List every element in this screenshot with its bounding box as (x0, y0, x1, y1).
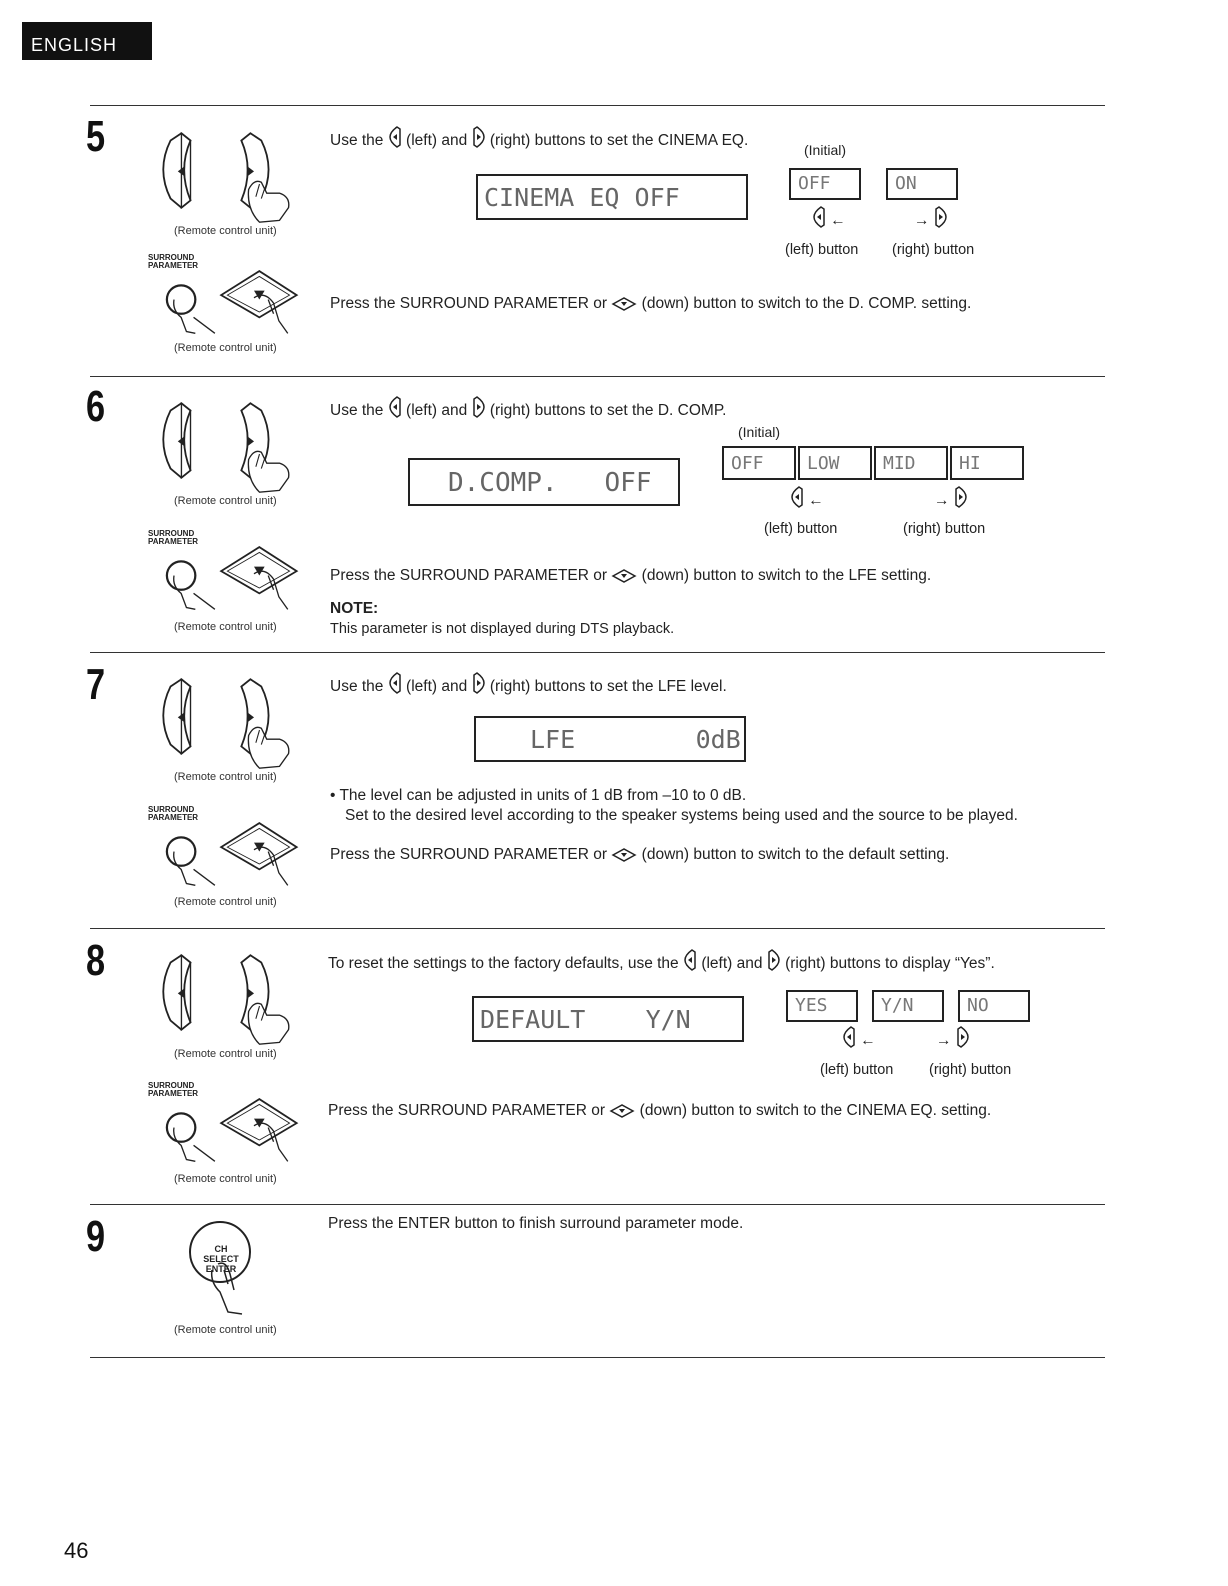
right-button-label: (right) button (929, 1062, 1012, 1078)
option-box: Y/N (872, 990, 944, 1022)
right-button-icon (767, 949, 781, 971)
option-box: LOW (798, 446, 872, 480)
divider (90, 1204, 1105, 1205)
step-number: 6 (86, 382, 106, 431)
surround-down-buttons-icon (140, 816, 320, 896)
right-button-icon (472, 126, 486, 148)
surround-down-buttons-icon (140, 540, 320, 620)
remote-caption: (Remote control unit) (174, 621, 277, 633)
left-arrow-indicator: ← (812, 206, 846, 230)
instruction-text: Use the (left) and (right) buttons to set the LFE level. (330, 672, 727, 696)
right-button-icon (472, 396, 486, 418)
option-box: NO (958, 990, 1030, 1022)
option-box: OFF (722, 446, 796, 480)
left-right-buttons-icon (140, 652, 310, 770)
remote-caption: (Remote control unit) (174, 342, 277, 354)
page-number: 46 (64, 1538, 89, 1563)
press-instruction: Press the SURROUND PARAMETER or (down) button to switch to the default setting. (330, 846, 950, 863)
right-button-label: (right) button (903, 521, 986, 537)
remote-caption: (Remote control unit) (174, 495, 277, 507)
language-tab: ENGLISH (22, 22, 152, 60)
left-button-label: (left) button (764, 521, 838, 537)
enter-button-label: CH SELECT ENTER (203, 1244, 239, 1274)
remote-caption: (Remote control unit) (174, 771, 277, 783)
left-right-buttons-icon (140, 106, 310, 224)
remote-caption: (Remote control unit) (174, 1324, 277, 1336)
left-button-label: (left) button (820, 1062, 894, 1078)
lcd-display: LFE 0dB (474, 716, 746, 762)
press-instruction: Press the SURROUND PARAMETER or (down) button to switch to the CINEMA EQ. setting. (328, 1102, 992, 1119)
note-title: NOTE: (330, 600, 379, 617)
left-button-icon (388, 672, 402, 694)
instruction-text: To reset the settings to the factory defaults, use the (left) and (right) buttons to display “Yes”. (328, 949, 995, 973)
option-box: OFF (789, 168, 861, 200)
initial-label: (Initial) (804, 142, 847, 158)
left-right-buttons-icon (140, 928, 310, 1046)
left-button-icon (683, 949, 697, 971)
divider (90, 1357, 1105, 1358)
right-button-icon (956, 1026, 970, 1048)
option-box: ON (886, 168, 958, 200)
right-button-label: (right) button (892, 242, 975, 258)
remote-caption: (Remote control unit) (174, 1048, 277, 1060)
surround-parameter-label: SURROUND PARAMETER (148, 529, 199, 546)
remote-caption: (Remote control unit) (174, 896, 277, 908)
right-arrow-indicator: → (914, 206, 948, 230)
initial-label: (Initial) (738, 424, 781, 440)
left-button-icon (842, 1026, 856, 1048)
surround-down-buttons-icon (140, 1092, 320, 1172)
surround-parameter-label: SURROUND PARAMETER (148, 253, 199, 270)
step-number: 7 (86, 660, 106, 709)
lcd-display: CINEMA EQ OFF (476, 174, 748, 220)
left-right-buttons-icon (140, 376, 310, 494)
left-button-icon (790, 486, 804, 508)
down-button-icon (609, 1104, 635, 1118)
bullet-item-continued: Set to the desired level according to the speaker systems being used and the source to be played. (345, 807, 1018, 824)
left-button-icon (812, 206, 826, 228)
left-button-icon (388, 126, 402, 148)
down-button-icon (611, 569, 637, 583)
option-box: YES (786, 990, 858, 1022)
option-box: HI (950, 446, 1024, 480)
surround-down-buttons-icon (140, 264, 320, 344)
bullet-item: • The level can be adjusted in units of 1 dB from –10 to 0 dB. (330, 787, 747, 804)
left-arrow-indicator: ← (842, 1026, 876, 1050)
left-button-icon (388, 396, 402, 418)
down-button-icon (611, 297, 637, 311)
remote-caption: (Remote control unit) (174, 225, 277, 237)
lcd-display: DEFAULT Y/N (472, 996, 744, 1042)
option-box: MID (874, 446, 948, 480)
left-button-label: (left) button (785, 242, 859, 258)
right-arrow-indicator: → (934, 486, 968, 510)
right-button-icon (934, 206, 948, 228)
remote-caption: (Remote control unit) (174, 1173, 277, 1185)
lcd-display: D.COMP. OFF (408, 458, 680, 506)
step-number: 5 (86, 112, 106, 161)
right-button-icon (954, 486, 968, 508)
note-text: This parameter is not displayed during DTS playback. (330, 621, 675, 637)
surround-parameter-label: SURROUND PARAMETER (148, 805, 199, 822)
surround-parameter-label: SURROUND PARAMETER (148, 1081, 199, 1098)
right-arrow-indicator: → (936, 1026, 970, 1050)
down-button-icon (611, 848, 637, 862)
press-instruction: Press the SURROUND PARAMETER or (down) button to switch to the LFE setting. (330, 567, 932, 584)
left-arrow-indicator: ← (790, 486, 824, 510)
instruction-text: Use the (left) and (right) buttons to set the CINEMA EQ. (330, 126, 748, 150)
instruction-text: Press the ENTER button to finish surround parameter mode. (328, 1215, 744, 1232)
instruction-text: Use the (left) and (right) buttons to set the D. COMP. (330, 396, 726, 420)
right-button-icon (472, 672, 486, 694)
step-number: 9 (86, 1212, 106, 1261)
step-number: 8 (86, 936, 106, 985)
press-instruction: Press the SURROUND PARAMETER or (down) button to switch to the D. COMP. setting. (330, 295, 972, 312)
